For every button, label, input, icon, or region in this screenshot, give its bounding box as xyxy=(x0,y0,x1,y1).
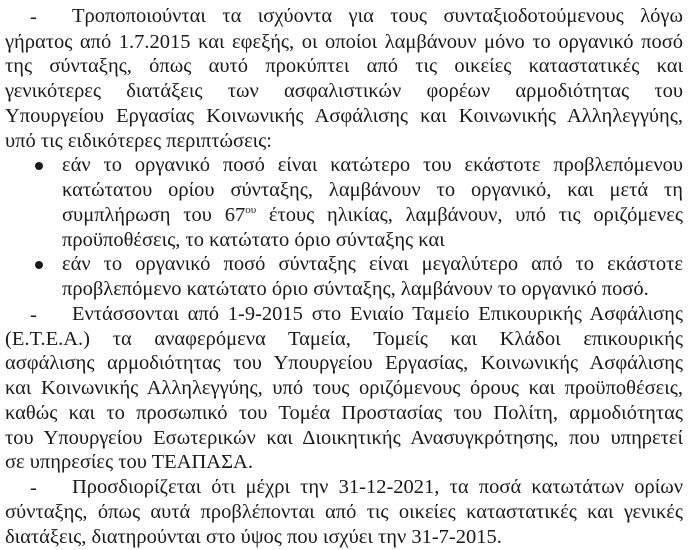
text-line: Υπουργείου Εργασίας Κοινωνικής Ασφάλισης και Κοινωνικής Αλληλεγγύης, xyxy=(5,105,683,127)
text-line: της σύνταξης, όπως αυτό προκύπτει από τις οικείες καταστατικές και xyxy=(5,55,683,77)
text-line: Τροποποιούνται τα ισχύοντα για τους συνταξιοδοτούμενους λόγω xyxy=(72,5,683,27)
text-line: προβλεπόμενο κατώτατο όριο σύνταξης, λαμβάνουν το οργανικό ποσό. xyxy=(62,278,649,300)
text-line: (Ε.Τ.Ε.Α.) τα αναφερόμενα Ταμεία, Τομείς και Κλάδοι επικουρικής xyxy=(5,328,683,350)
text-line: εάν το οργανικό ποσό είναι κατώτερο του εκάστοτε προβλεπόμενου xyxy=(62,154,683,176)
text-line: διατάξεις, διατηρούνται στο ύψος που ισχύει την 31-7-2015. xyxy=(5,526,502,548)
text-line: κατώτατου ορίου σύνταξης, λαμβάνουν το οργανικό, και μετά τη xyxy=(62,179,683,201)
text-line: Προσδιορίζεται ότι μέχρι την 31-12-2021, τα ποσά κατωτάτων ορίων xyxy=(72,476,683,498)
text-line: σύνταξης, όπως αυτά προβλέπονται από τις οικείες καταστατικές και γενικές xyxy=(5,501,683,523)
paragraph-dash-marker: - xyxy=(30,304,37,326)
paragraph-dash-marker: - xyxy=(30,477,37,499)
text-line xyxy=(62,203,683,228)
text-segment: συμπλήρωση του 67 xyxy=(62,204,246,226)
text-line: καθώς και το προσωπικό του Τομέα Προστασίας του Πολίτη, αρμοδιότητας xyxy=(5,402,683,424)
text-line: προϋποθέσεις, το κατώτατο όριο σύνταξης και xyxy=(62,229,445,251)
text-segment: έτους ηλικίας, λαμβάνουν, υπό τις οριζόμενες xyxy=(256,204,684,226)
text-line: εάν το οργανικό ποσό σύνταξης είναι μεγαλύτερο από το εκάστοτε xyxy=(62,253,683,275)
text-line: Εντάσσονται από 1-9-2015 στο Ενιαίο Ταμείο Επικουρικής Ασφάλισης xyxy=(72,303,683,325)
bullet-icon xyxy=(35,261,43,269)
bullet-icon xyxy=(35,162,43,170)
text-line: του Υπουργείου Εσωτερικών και Διοικητικής Ανασυγκρότησης, που υπηρετεί xyxy=(5,427,683,449)
text-line: γήρατος από 1.7.2015 και εφεξής, οι οποίοι λαμβάνουν μόνο το οργανικό ποσό xyxy=(5,31,683,53)
text-line: σε υπηρεσίες του ΤΕΑΠΑΣΑ. xyxy=(5,451,253,473)
text-line: γενικότερες διατάξεις των ασφαλιστικών φορέων αρμοδιότητας του xyxy=(5,80,683,102)
paragraph-dash-marker: - xyxy=(30,6,37,28)
text-line: και Κοινωνικής Αλληλεγγύης, υπό τους οριζόμενους όρους και προϋποθέσεις, xyxy=(5,377,683,399)
text-line: ασφάλισης αρμοδιότητας του Υπουργείου Εργασίας, Κοινωνικής Ασφάλισης xyxy=(5,352,683,374)
text-line: υπό τις ειδικότερες περιπτώσεις: xyxy=(5,130,273,152)
ordinal-superscript: ου xyxy=(245,204,257,216)
